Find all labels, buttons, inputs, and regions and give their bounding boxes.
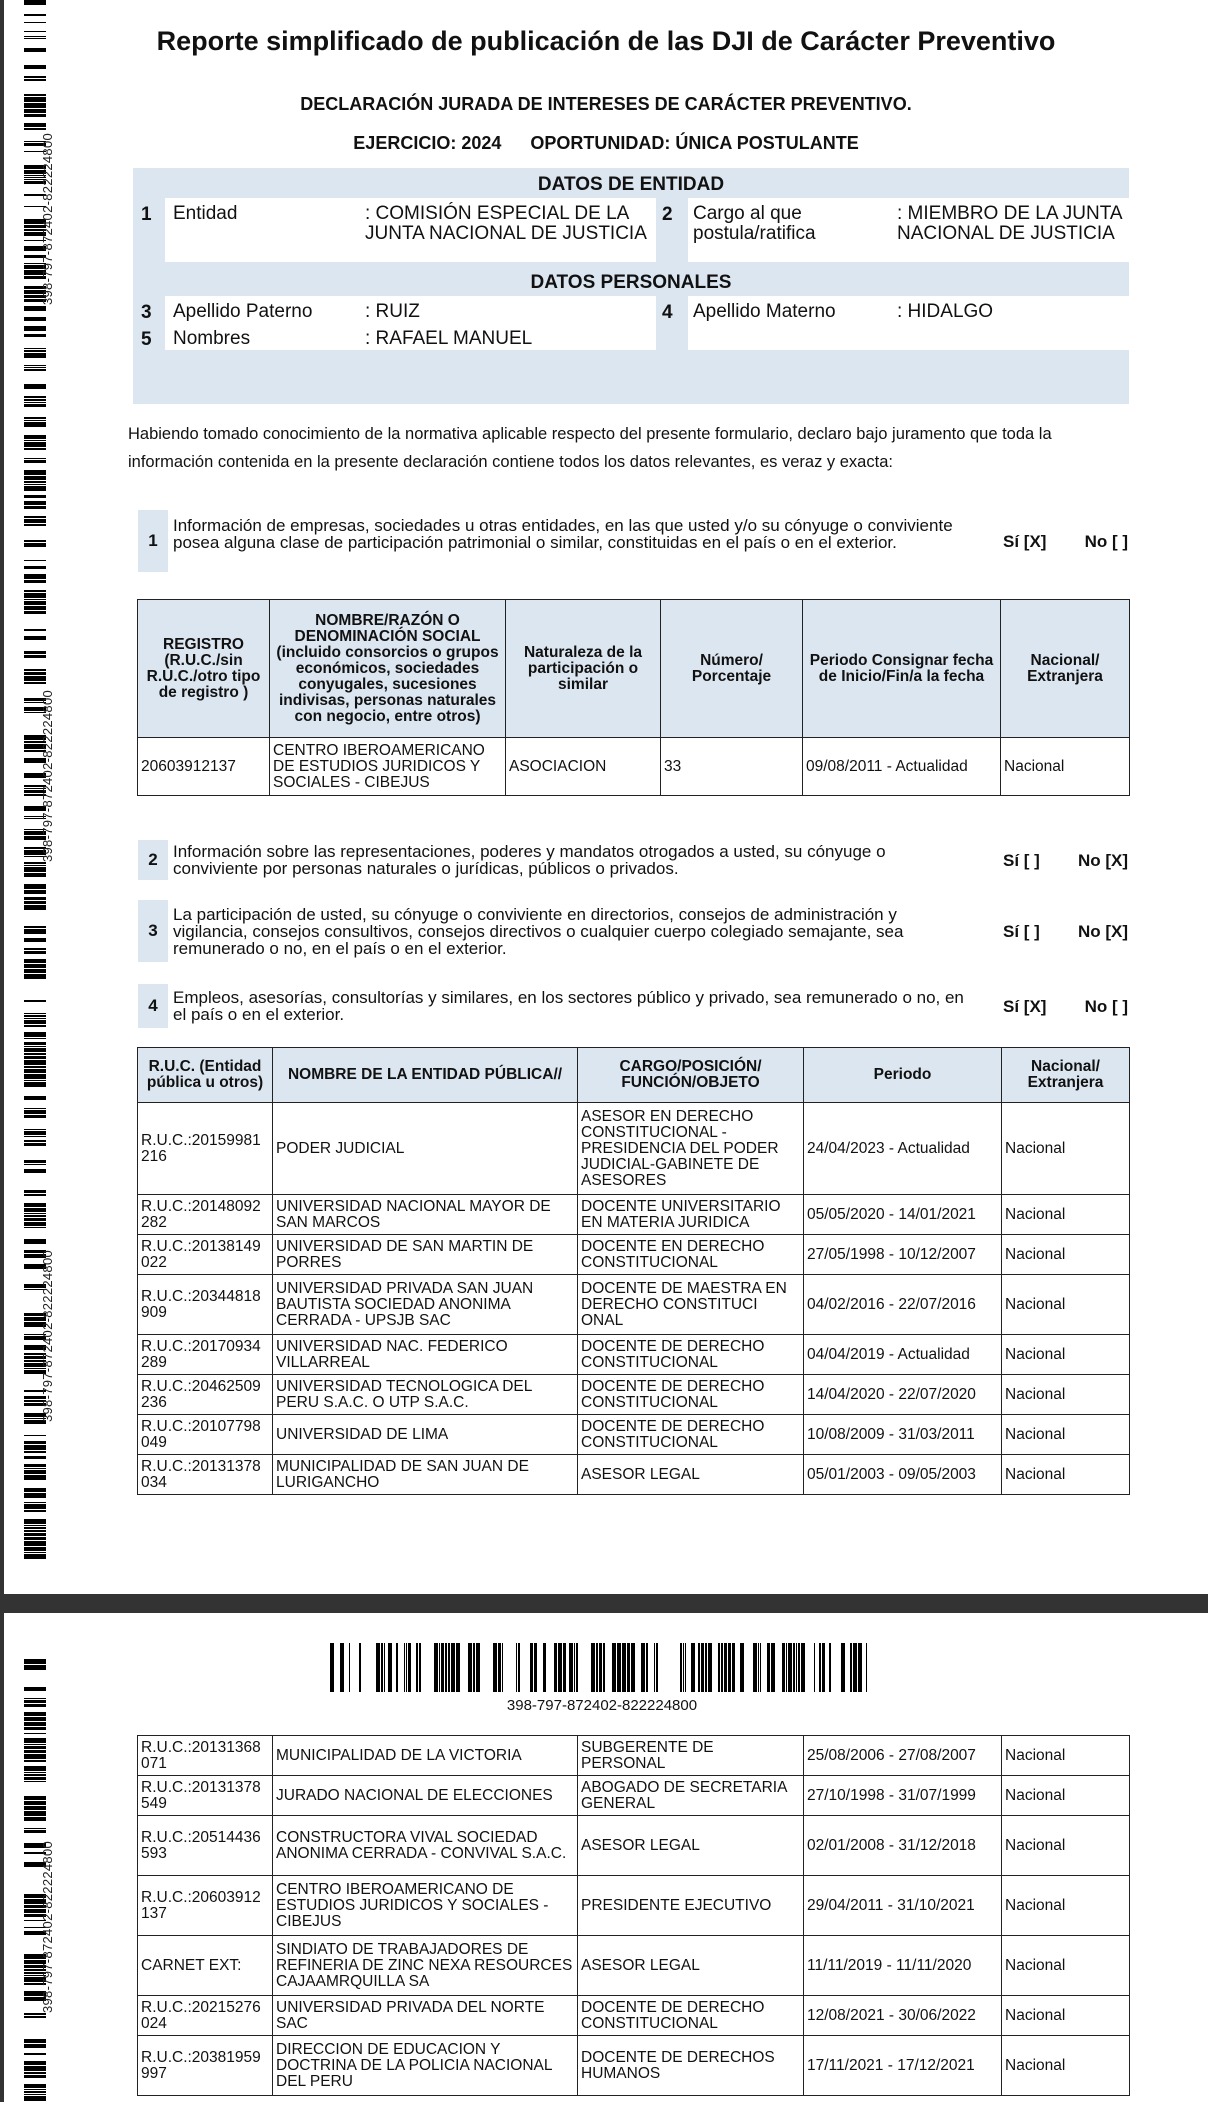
question-answer bbox=[1003, 851, 1128, 871]
table-cell: 24/04/2023 - Actualidad bbox=[804, 1103, 1002, 1195]
table-cell: DIRECCION DE EDUCACION Y DOCTRINA DE LA POLICIA NACIONAL DEL PERU bbox=[273, 2036, 578, 2096]
question-1 bbox=[138, 510, 1128, 572]
column-header: NOMBRE/RAZÓN O DENOMINACIÓN SOCIAL (incluido consorcios o grupos económicos, sociedades conyugales, sucesiones indivisas, personas naturales con negocio, entre otros) bbox=[270, 600, 506, 738]
column-header: Periodo Consignar fecha de Inicio/Fin/a la fecha bbox=[803, 600, 1001, 738]
table-row bbox=[138, 1736, 1130, 1776]
table-cell: 09/08/2011 - Actualidad bbox=[803, 738, 1001, 796]
table-cell: 25/08/2006 - 27/08/2007 bbox=[804, 1736, 1002, 1776]
table-row bbox=[138, 1375, 1130, 1415]
table-cell: Nacional bbox=[1002, 1455, 1130, 1495]
question-text: Información de empresas, sociedades u otras entidades, en las que usted y/o su cónyuge o conviviente posea alguna clase de participación patrimonial o similar, constituidas en el país o en el exterior. bbox=[173, 516, 953, 552]
table-cell: R.U.C.:20159981 216 bbox=[138, 1103, 273, 1195]
employment-table-continued bbox=[137, 1735, 1130, 2096]
table-cell: ABOGADO DE SECRETARIA GENERAL bbox=[578, 1776, 804, 1816]
barcode-label: 398-797-872402-822224800 bbox=[40, 132, 55, 305]
table-cell: DOCENTE DE DERECHOS HUMANOS bbox=[578, 2036, 804, 2096]
table-cell: 33 bbox=[661, 738, 803, 796]
table-row bbox=[138, 1996, 1130, 2036]
table-cell: Nacional bbox=[1002, 1996, 1130, 2036]
table-cell: Nacional bbox=[1002, 1235, 1130, 1275]
table-cell: Nacional bbox=[1002, 1776, 1130, 1816]
column-header: Nacional/ Extranjera bbox=[1001, 600, 1130, 738]
answer-si: Sí [X] bbox=[1003, 532, 1047, 551]
field-number: 3 bbox=[141, 302, 152, 323]
table-cell: R.U.C.:20170934 289 bbox=[138, 1335, 273, 1375]
question-text: La participación de usted, su cónyuge o conviviente en directorios, consejos de administración y vigilancia, consejos consultivos, consejos directivos o cualquier cuerpo colegiado semajante, sea remunerado o no, en el país o en el exterior. bbox=[173, 905, 904, 958]
table-cell: R.U.C.:20344818 909 bbox=[138, 1275, 273, 1335]
field-value-apellido-paterno: : RUIZ bbox=[365, 301, 420, 322]
answer-no: No [ ] bbox=[1084, 997, 1128, 1016]
table-cell: 14/04/2020 - 22/07/2020 bbox=[804, 1375, 1002, 1415]
table-cell: Nacional bbox=[1002, 1816, 1130, 1876]
table-cell: ASESOR LEGAL bbox=[578, 1816, 804, 1876]
table-row bbox=[138, 1235, 1130, 1275]
table-cell: PODER JUDICIAL bbox=[273, 1103, 578, 1195]
table-cell: 27/10/1998 - 31/07/1999 bbox=[804, 1776, 1002, 1816]
table-cell: DOCENTE DE DERECHO CONSTITUCIONAL bbox=[578, 1996, 804, 2036]
column-header: Nacional/ Extranjera bbox=[1002, 1048, 1130, 1103]
document-page-1 bbox=[4, 0, 1208, 1594]
table-cell: Nacional bbox=[1002, 1736, 1130, 1776]
table-row bbox=[138, 1415, 1130, 1455]
employment-table bbox=[137, 1047, 1130, 1495]
table-cell: 10/08/2009 - 31/03/2011 bbox=[804, 1415, 1002, 1455]
table-row bbox=[138, 2036, 1130, 2096]
form-subtitle: DECLARACIÓN JURADA DE INTERESES DE CARÁCTER PREVENTIVO. bbox=[300, 94, 912, 114]
table-cell: 11/11/2019 - 11/11/2020 bbox=[804, 1936, 1002, 1996]
table-cell: ASESOR LEGAL bbox=[578, 1936, 804, 1996]
field-label-nombres: Nombres bbox=[173, 328, 251, 349]
question-text: Información sobre las representaciones, poderes y mandatos otrogados a usted, su cónyuge o conviviente por personas naturales o jurídicas, públicos o privados. bbox=[173, 842, 886, 878]
barcode-label: 398-797-872402-822224800 bbox=[506, 1697, 698, 1714]
field-label-entidad: Entidad bbox=[173, 203, 238, 224]
field-value-entidad: : COMISIÓN ESPECIAL DE LA JUNTA NACIONAL DE JUSTICIA bbox=[365, 203, 647, 244]
table-cell: ASESOR LEGAL bbox=[578, 1455, 804, 1495]
form-period bbox=[4, 133, 1208, 154]
table-cell: CENTRO IBEROAMERICANO DE ESTUDIOS JURIDICOS Y SOCIALES - CIBEJUS bbox=[273, 1876, 578, 1936]
table-cell: 05/01/2003 - 09/05/2003 bbox=[804, 1455, 1002, 1495]
column-header: Periodo bbox=[804, 1048, 1002, 1103]
table-row bbox=[138, 1103, 1130, 1195]
declaration-text: Habiendo tomado conocimiento de la normativa aplicable respecto del presente formulario, declaro bajo juramento que toda la información contenida en la presente declaración contiene todos los datos relevantes, es veraz y exacta: bbox=[128, 425, 1052, 471]
answer-si: Sí [ ] bbox=[1003, 922, 1040, 941]
table-cell: R.U.C.:20138149 022 bbox=[138, 1235, 273, 1275]
table-cell: JURADO NACIONAL DE ELECCIONES bbox=[273, 1776, 578, 1816]
answer-no: No [X] bbox=[1077, 922, 1128, 941]
question-3 bbox=[138, 900, 1128, 962]
table-cell: Nacional bbox=[1002, 1103, 1130, 1195]
table-cell: R.U.C.:20514436 593 bbox=[138, 1816, 273, 1876]
field-value-apellido-materno: : HIDALGO bbox=[897, 301, 994, 322]
table-cell: UNIVERSIDAD NACIONAL MAYOR DE SAN MARCOS bbox=[273, 1195, 578, 1235]
question-number: 3 bbox=[138, 900, 168, 962]
field-number: 4 bbox=[662, 302, 673, 323]
field-number: 1 bbox=[141, 204, 152, 225]
table-cell: DOCENTE EN DERECHO CONSTITUCIONAL bbox=[578, 1235, 804, 1275]
table-cell: SINDIATO DE TRABAJADORES DE REFINERIA DE ZINC NEXA RESOURCES CAJAAMRQUILLA SA bbox=[273, 1936, 578, 1996]
table-cell: Nacional bbox=[1002, 1876, 1130, 1936]
column-header: Naturaleza de la participación o similar bbox=[506, 600, 661, 738]
table-cell: UNIVERSIDAD DE LIMA bbox=[273, 1415, 578, 1455]
question-answer bbox=[1003, 997, 1128, 1017]
table-cell: 17/11/2021 - 17/12/2021 bbox=[804, 2036, 1002, 2096]
question-number: 2 bbox=[138, 840, 168, 880]
table-cell: R.U.C.:20462509 236 bbox=[138, 1375, 273, 1415]
table-cell: 20603912137 bbox=[138, 738, 270, 796]
table-cell: CENTRO IBEROAMERICANO DE ESTUDIOS JURIDICOS Y SOCIALES - CIBEJUS bbox=[270, 738, 506, 796]
question-2 bbox=[138, 840, 1128, 880]
question-answer bbox=[1003, 922, 1128, 942]
oportunidad-label: OPORTUNIDAD: ÚNICA POSTULANTE bbox=[530, 133, 859, 153]
table-cell: Nacional bbox=[1002, 1335, 1130, 1375]
field-label-apellido-paterno: Apellido Paterno bbox=[173, 301, 313, 322]
horizontal-barcode bbox=[330, 1643, 880, 1692]
table-cell: SUBGERENTE DE PERSONAL bbox=[578, 1736, 804, 1776]
table-cell: UNIVERSIDAD PRIVADA SAN JUAN BAUTISTA SOCIEDAD ANONIMA CERRADA - UPSJB SAC bbox=[273, 1275, 578, 1335]
question-number: 4 bbox=[138, 984, 168, 1028]
table-cell: 02/01/2008 - 31/12/2018 bbox=[804, 1816, 1002, 1876]
column-header: CARGO/POSICIÓN/ FUNCIÓN/OBJETO bbox=[578, 1048, 804, 1103]
table-cell: 04/02/2016 - 22/07/2016 bbox=[804, 1275, 1002, 1335]
table-cell: R.U.C.:20603912 137 bbox=[138, 1876, 273, 1936]
field-number: 2 bbox=[662, 204, 673, 225]
table-row bbox=[138, 1275, 1130, 1335]
table-cell: 12/08/2021 - 30/06/2022 bbox=[804, 1996, 1002, 2036]
table-cell: Nacional bbox=[1002, 1415, 1130, 1455]
table-cell: Nacional bbox=[1002, 1375, 1130, 1415]
report-title: Reporte simplificado de publicación de las DJI de Carácter Preventivo bbox=[156, 26, 1056, 56]
column-header: NOMBRE DE LA ENTIDAD PÚBLICA// bbox=[273, 1048, 578, 1103]
table-cell: DOCENTE DE DERECHO CONSTITUCIONAL bbox=[578, 1335, 804, 1375]
table-cell: 29/04/2011 - 31/10/2021 bbox=[804, 1876, 1002, 1936]
table-cell: Nacional bbox=[1002, 2036, 1130, 2096]
table-row bbox=[138, 1816, 1130, 1876]
section-heading-entidad: DATOS DE ENTIDAD bbox=[537, 174, 725, 195]
answer-si: Sí [ ] bbox=[1003, 851, 1040, 870]
table-cell: R.U.C.:20131368 071 bbox=[138, 1736, 273, 1776]
table-row bbox=[138, 1195, 1130, 1235]
field-value-nombres: : RAFAEL MANUEL bbox=[365, 328, 533, 349]
table-cell: R.U.C.:20131378 549 bbox=[138, 1776, 273, 1816]
table-cell: UNIVERSIDAD DE SAN MARTIN DE PORRES bbox=[273, 1235, 578, 1275]
table-cell: DOCENTE UNIVERSITARIO EN MATERIA JURIDICA bbox=[578, 1195, 804, 1235]
table-cell: R.U.C.:20215276 024 bbox=[138, 1996, 273, 2036]
table-cell: Nacional bbox=[1002, 1936, 1130, 1996]
question-4 bbox=[138, 984, 1128, 1028]
participation-table bbox=[137, 599, 1130, 796]
answer-si: Sí [X] bbox=[1003, 997, 1047, 1016]
table-cell: MUNICIPALIDAD DE SAN JUAN DE LURIGANCHO bbox=[273, 1455, 578, 1495]
table-cell: CARNET EXT: bbox=[138, 1936, 273, 1996]
table-row bbox=[138, 738, 1130, 796]
table-cell: 04/04/2019 - Actualidad bbox=[804, 1335, 1002, 1375]
answer-no: No [ ] bbox=[1084, 532, 1128, 551]
table-cell: 27/05/1998 - 10/12/2007 bbox=[804, 1235, 1002, 1275]
barcode-label: 398-797-872402-822224800 bbox=[40, 689, 55, 862]
answer-no: No [X] bbox=[1077, 851, 1128, 870]
table-cell: UNIVERSIDAD NAC. FEDERICO VILLARREAL bbox=[273, 1335, 578, 1375]
column-header: Número/ Porcentaje bbox=[661, 600, 803, 738]
table-row bbox=[138, 1335, 1130, 1375]
table-cell: DOCENTE DE DERECHO CONSTITUCIONAL bbox=[578, 1415, 804, 1455]
barcode-label: 398-797-872402-822224800 bbox=[40, 1840, 55, 2013]
field-number: 5 bbox=[141, 329, 152, 350]
datos-panel bbox=[133, 168, 1129, 404]
table-cell: ASOCIACION bbox=[506, 738, 661, 796]
table-cell: Nacional bbox=[1002, 1275, 1130, 1335]
column-header: R.U.C. (Entidad pública u otros) bbox=[138, 1048, 273, 1103]
table-row bbox=[138, 1876, 1130, 1936]
table-cell: R.U.C.:20107798 049 bbox=[138, 1415, 273, 1455]
table-cell: DOCENTE DE MAESTRA EN DERECHO CONSTITUCI ONAL bbox=[578, 1275, 804, 1335]
field-label-cargo: Cargo al que postula/ratifica bbox=[693, 203, 816, 244]
table-cell: MUNICIPALIDAD DE LA VICTORIA bbox=[273, 1736, 578, 1776]
question-number: 1 bbox=[138, 510, 168, 572]
table-cell: Nacional bbox=[1001, 738, 1130, 796]
table-cell: R.U.C.:20148092 282 bbox=[138, 1195, 273, 1235]
column-header: REGISTRO (R.U.C./sin R.U.C./otro tipo de registro ) bbox=[138, 600, 270, 738]
table-cell: PRESIDENTE EJECUTIVO bbox=[578, 1876, 804, 1936]
question-text: Empleos, asesorías, consultorías y similares, en los sectores público y privado, sea remunerado o no, en el país o en el exterior. bbox=[173, 988, 964, 1024]
field-label-apellido-materno: Apellido Materno bbox=[693, 301, 836, 322]
field-value-cargo: : MIEMBRO DE LA JUNTA NACIONAL DE JUSTICIA bbox=[897, 203, 1122, 244]
table-cell: 05/05/2020 - 14/01/2021 bbox=[804, 1195, 1002, 1235]
table-cell: R.U.C.:20131378 034 bbox=[138, 1455, 273, 1495]
table-row bbox=[138, 1936, 1130, 1996]
table-cell: R.U.C.:20381959 997 bbox=[138, 2036, 273, 2096]
table-cell: ASESOR EN DERECHO CONSTITUCIONAL - PRESIDENCIA DEL PODER JUDICIAL-GABINETE DE ASESORES bbox=[578, 1103, 804, 1195]
table-row bbox=[138, 1455, 1130, 1495]
table-cell: Nacional bbox=[1002, 1195, 1130, 1235]
section-heading-personales: DATOS PERSONALES bbox=[530, 272, 732, 293]
barcode-label: 398-797-872402-822224800 bbox=[40, 1249, 55, 1422]
ejercicio-label: EJERCICIO: 2024 bbox=[353, 133, 502, 153]
table-cell: UNIVERSIDAD PRIVADA DEL NORTE SAC bbox=[273, 1996, 578, 2036]
table-cell: UNIVERSIDAD TECNOLOGICA DEL PERU S.A.C. O UTP S.A.C. bbox=[273, 1375, 578, 1415]
table-cell: DOCENTE DE DERECHO CONSTITUCIONAL bbox=[578, 1375, 804, 1415]
table-cell: CONSTRUCTORA VIVAL SOCIEDAD ANONIMA CERRADA - CONVIVAL S.A.C. bbox=[273, 1816, 578, 1876]
table-row bbox=[138, 1776, 1130, 1816]
question-answer bbox=[1003, 532, 1128, 552]
